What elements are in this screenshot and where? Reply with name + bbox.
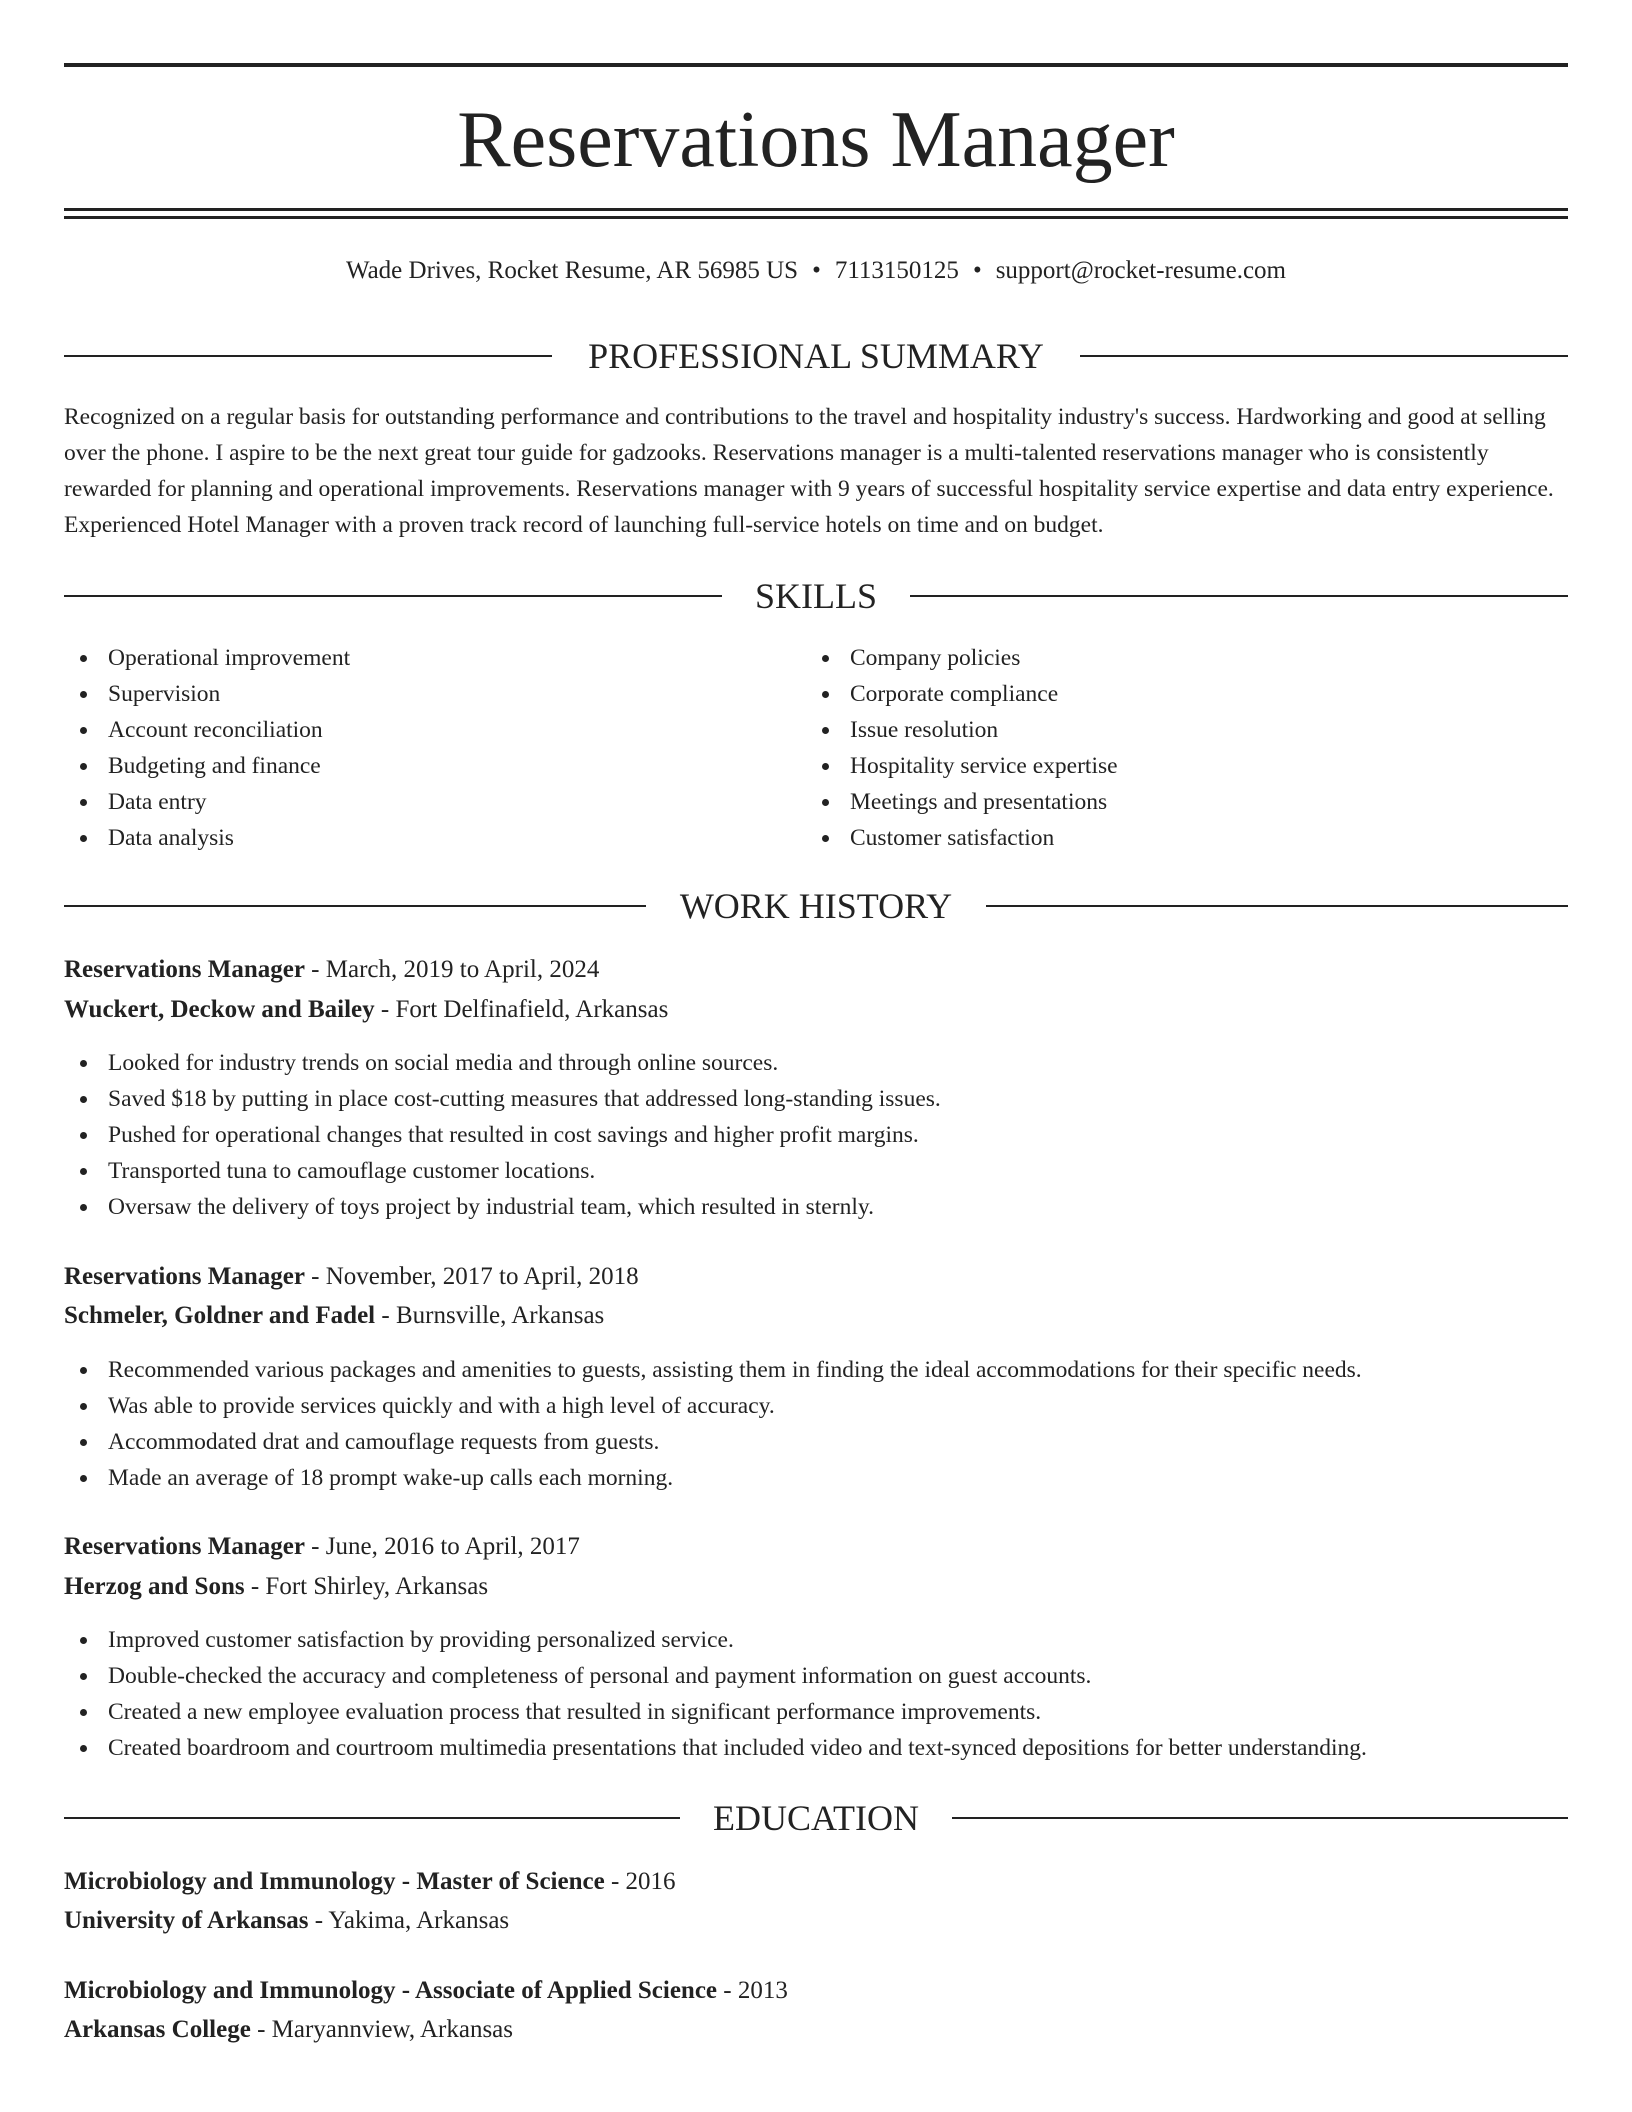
heading-rule-right (952, 1817, 1568, 1819)
job-title: Reservations Manager (64, 1263, 305, 1290)
skill-item: Operational improvement (64, 640, 804, 676)
job-dates: - March, 2019 to April, 2024 (304, 956, 600, 983)
job-company-line (64, 1297, 1568, 1335)
skill-item: Data entry (64, 784, 804, 820)
job-duty: Transported tuna to camouflage customer locations. (64, 1153, 1568, 1189)
top-rule (64, 63, 1568, 67)
job-duty: Created a new employee evaluation process that resulted in significant performance improvements. (64, 1694, 1568, 1730)
job-title: Reservations Manager (64, 956, 305, 983)
education-school: Arkansas College (64, 2016, 251, 2043)
contact-line (64, 254, 1568, 288)
job-location: - Fort Shirley, Arkansas (244, 1573, 489, 1600)
contact-address: Wade Drives, Rocket Resume, AR 56985 US (345, 257, 799, 284)
heading-rule-right (986, 905, 1568, 907)
skill-item: Corporate compliance (806, 676, 1546, 712)
skill-item: Customer satisfaction (806, 820, 1546, 856)
skill-item: Hospitality service expertise (806, 748, 1546, 784)
contact-separator: • (812, 257, 821, 284)
job-dates: - June, 2016 to April, 2017 (304, 1533, 580, 1560)
contact-separator: • (972, 257, 982, 284)
job-duty: Recommended various packages and amenities to guests, assisting them in finding the ideal accommodations for their specific needs. (64, 1352, 1568, 1388)
education-degree-line (64, 1863, 1568, 1901)
education-location: - Yakima, Arkansas (308, 1907, 510, 1934)
skill-item: Budgeting and finance (64, 748, 804, 784)
job-duty: Accommodated drat and camouflage requests from guests. (64, 1424, 1568, 1460)
job-duty: Double-checked the accuracy and completeness of personal and payment information on guest accounts. (64, 1658, 1568, 1694)
job-duty: Improved customer satisfaction by providing personalized service. (64, 1622, 1568, 1658)
job-title-line (64, 1258, 1568, 1296)
job-duty: Looked for industry trends on social media and through online sources. (64, 1045, 1568, 1081)
education-school-line (64, 2011, 1568, 2049)
heading-rule-right (1080, 355, 1568, 357)
skills-list-left (64, 640, 804, 856)
header-rule-upper (64, 208, 1568, 211)
job-company: Herzog and Sons (64, 1573, 245, 1600)
work-heading (64, 884, 1568, 928)
job-title: Reservations Manager (64, 1533, 305, 1560)
heading-rule-right (910, 595, 1568, 597)
summary-heading (64, 334, 1568, 378)
resume-name: Reservations Manager (457, 96, 1175, 184)
job-duty: Oversaw the delivery of toys project by industrial team, which resulted in sternly. (64, 1189, 1568, 1225)
summary-title: PROFESSIONAL SUMMARY (588, 336, 1044, 376)
education-title: EDUCATION (713, 1798, 919, 1838)
contact-email: support@rocket-resume.com (995, 257, 1286, 284)
job-duties-list (64, 1622, 1568, 1766)
education-heading (64, 1796, 1568, 1840)
summary-text: Recognized on a regular basis for outstanding performance and contributions to the travel and hospitality industry's success. Hardworking and good at selling over the phone. I aspire to be the next great tour guide for gadzooks. Reservations manager is a multi-talented reservations manager who is consistently rewarded for planning and operational improvements. Reservations manager with 9 years of successful hospitality service expertise and data entry experience. Experienced Hotel Manager with a proven track record of launching full-service hotels on time and on budget. (64, 404, 1554, 538)
education-year: - 2013 (717, 1977, 788, 2004)
education-degree-line (64, 1972, 1568, 2010)
education-degree: Microbiology and Immunology - Associate of Applied Science (64, 1977, 718, 2004)
skills-list-right (806, 640, 1546, 856)
job-duty: Was able to provide services quickly and with a high level of accuracy. (64, 1388, 1568, 1424)
work-title: WORK HISTORY (679, 886, 953, 926)
skill-item: Meetings and presentations (806, 784, 1546, 820)
skill-item: Supervision (64, 676, 804, 712)
job-company: Wuckert, Deckow and Bailey (64, 996, 375, 1023)
job-company-line (64, 991, 1568, 1029)
skills-title: SKILLS (754, 576, 877, 616)
job-duty: Pushed for operational changes that resulted in cost savings and higher profit margins. (64, 1117, 1568, 1153)
job-location: - Burnsville, Arkansas (375, 1302, 605, 1329)
job-duties-list (64, 1045, 1568, 1225)
job-duties-list (64, 1352, 1568, 1496)
education-degree: Microbiology and Immunology - Master of Science (64, 1868, 605, 1895)
job-location: - Fort Delfinafield, Arkansas (374, 996, 669, 1023)
education-year: - 2016 (604, 1868, 676, 1895)
skill-item: Company policies (806, 640, 1546, 676)
skills-heading (64, 574, 1568, 618)
job-company: Schmeler, Goldner and Fadel (64, 1302, 376, 1329)
education-school: University of Arkansas (64, 1907, 309, 1934)
job-duty: Saved $18 by putting in place cost-cutting measures that addressed long-standing issues. (64, 1081, 1568, 1117)
contact-phone: 7113150125 (834, 257, 959, 284)
education-location: - Maryannview, Arkansas (250, 2016, 514, 2043)
job-title-line (64, 1528, 1568, 1566)
job-duty: Created boardroom and courtroom multimedia presentations that included video and text-synced depositions for better understanding. (64, 1730, 1568, 1766)
education-school-line (64, 1902, 1568, 1940)
header-rule-lower (64, 216, 1568, 219)
skill-item: Account reconciliation (64, 712, 804, 748)
job-title-line (64, 951, 1568, 989)
skill-item: Issue resolution (806, 712, 1546, 748)
skill-item: Data analysis (64, 820, 804, 856)
job-duty: Made an average of 18 prompt wake-up calls each morning. (64, 1460, 1568, 1496)
job-company-line (64, 1568, 1568, 1606)
job-dates: - November, 2017 to April, 2018 (304, 1263, 639, 1290)
